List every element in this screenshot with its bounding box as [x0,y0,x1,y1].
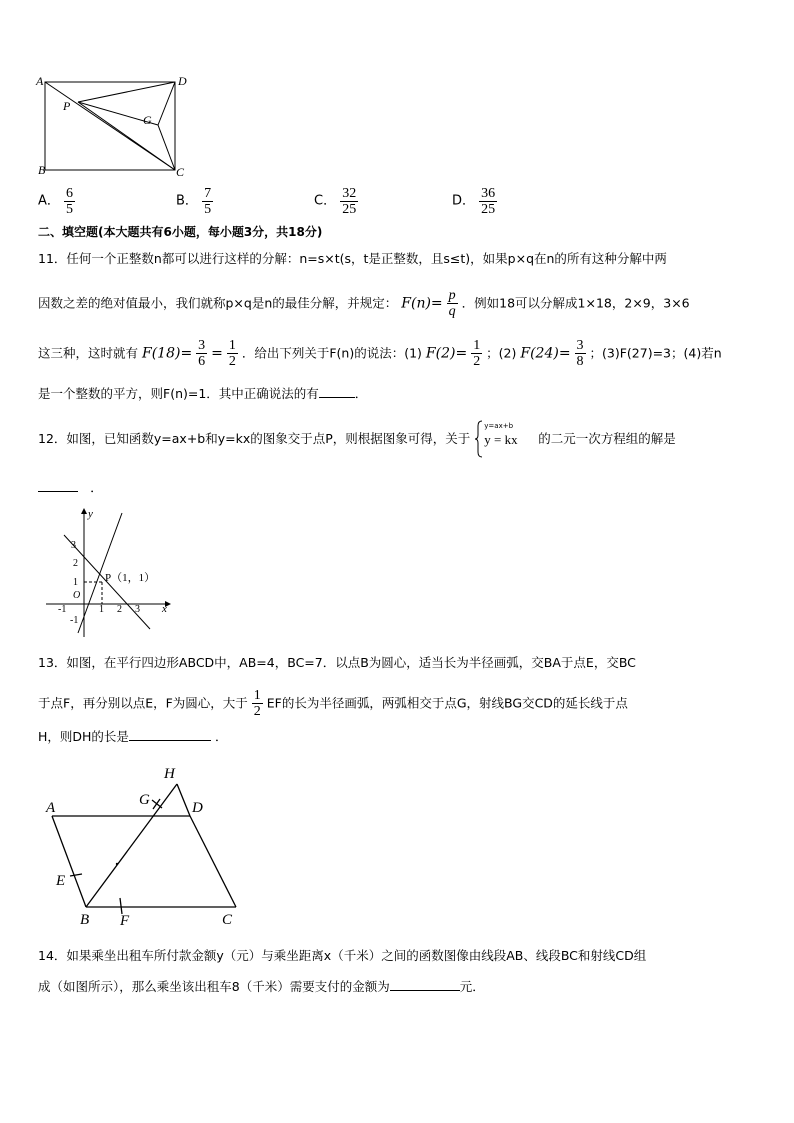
q14-line2 [38,979,485,995]
q13-label-c: C [222,912,233,928]
q11-line3 [38,338,722,374]
graph-origin: O [73,590,81,601]
q13-line3-a: H，则DH的长是 [38,729,129,744]
graph-y-label: y [88,508,93,520]
option-a-num: 6 [66,186,74,201]
option-b-letter: B． [176,193,198,209]
q11-d1: 6 [198,354,206,369]
q13-answer-blank[interactable] [129,740,211,741]
option-c-den: 25 [342,202,357,217]
q11-line4-end: ． [354,386,368,401]
q13-label-e: E [56,873,66,889]
q11-line4 [38,386,367,402]
graph-point-p: P（1，1） [105,572,156,584]
q13-line2-b: EF的长为半径画弧，两弧相交于点G，射线BG交CD的延长线于点 [266,695,628,711]
q14-answer-blank[interactable] [390,990,460,991]
q14-line2-end: 元． [459,979,485,994]
q13-line3 [38,729,227,745]
option-b[interactable] [176,186,213,220]
q11-d4: 8 [576,354,584,369]
q11-d2: 2 [228,354,236,369]
q13-label-d: D [192,800,203,816]
option-c-num: 32 [342,186,357,201]
q11-q: q [448,304,456,319]
q11-p: p [448,288,456,303]
graph-ytick-2: 2 [73,558,78,569]
option-a-den: 5 [66,202,74,217]
option-c-letter: C． [314,193,337,209]
q11-line2-rest: ．例如18可以分解成1×18，2×9，3×6 [461,295,690,311]
q11-eq: = [211,345,223,362]
label-g: G [143,113,152,127]
option-c-fraction [340,186,358,217]
q12-answer-blank[interactable] [38,491,78,492]
option-b-num: 7 [204,186,212,201]
option-a-fraction [64,186,75,217]
q11-frac-3-6 [196,338,207,369]
label-c: C [176,165,185,179]
q13-label-b: B [80,912,90,928]
graph-x-label: x [162,603,167,615]
graph-ytick-neg1: -1 [70,615,79,626]
option-b-den: 5 [204,202,212,217]
q11-line3-b: ．给出下列关于F(n)的说法：(1) [241,345,422,361]
option-c[interactable] [314,186,358,220]
q12-system [474,420,534,458]
q11-n1: 3 [198,338,206,353]
q13-half-fraction [252,688,263,719]
q11-f18: F(18)= [142,345,193,362]
option-d-num: 36 [481,186,496,201]
q11-line1: 11．任何一个正整数n都可以进行这样的分解：n=s×t(s，t是正整数，且s≤t)，如果p×q在n的所有这种分解中两 [38,251,667,266]
brace-icon [474,420,483,458]
q11-line2-text: 因数之差的绝对值最小，我们就称p×q是n的最佳分解，并规定： [38,295,398,311]
label-p: P [63,99,71,113]
q12-eq1: y=ax+b [484,422,514,430]
option-b-fraction [202,186,213,217]
q12-graph [38,503,178,643]
q13-mid-dot [116,863,118,865]
q11-n2: 1 [228,338,236,353]
q11-f2: F(2)= [425,345,468,362]
option-a[interactable] [38,186,75,220]
q12-line1 [38,420,676,460]
q11-f24: F(24)= [520,345,571,362]
q12-line1-a: 12．如图，已知函数y=ax+b和y=kx的图象交于点P，则根据图象可得，关于 [38,431,471,446]
q13-line2 [38,688,628,722]
q13-label-a: A [46,800,56,816]
q11-n3: 1 [473,338,481,353]
q12-line2 [38,481,103,497]
q11-n4: 3 [576,338,584,353]
q11-line2 [38,288,690,322]
option-a-letter: A． [38,193,60,209]
option-d[interactable] [452,186,497,220]
q11-formula-f: F(n)= [401,295,443,312]
option-d-fraction [479,186,497,217]
q13-line1: 13．如图，在平行四边形ABCD中，AB=4，BC=7．以点B为圆心，适当长为半径画弧，交BA于点E，交BC [38,655,636,670]
label-d: D [178,74,187,88]
q11-frac-1-2 [227,338,238,369]
graph-xtick-1: 1 [99,604,104,615]
option-d-den: 25 [481,202,496,217]
q13-half-num: 1 [253,688,261,703]
q13-half-den: 2 [253,704,261,719]
q11-answer-blank[interactable] [319,397,355,398]
q11-frac-f24 [575,338,586,369]
rectangle-figure [30,70,200,180]
q11-frac-f2 [471,338,482,369]
q13-line2-a: 于点F，再分别以点E，F为圆心，大于 [38,695,248,711]
option-d-letter: D． [452,193,476,209]
q14-line2-a: 成（如图所示），那么乘坐该出租车8（千米）需要支付的金额为 [38,979,390,994]
q11-line4-text: 是一个整数的平方，则F(n)=1．其中正确说法的有 [38,386,319,401]
graph-xtick-neg1: -1 [58,604,67,615]
graph-ytick-1: 1 [73,577,78,588]
graph-xtick-3: 3 [135,604,140,615]
q12-line2-end: ． [90,481,104,496]
q13-label-g: G [139,792,150,808]
section-title: 二、填空题(本大题共有6小题，每小题3分，共18分) [38,225,323,239]
q13-label-f: F [120,913,130,929]
q11-line3-f: ；(3)F(27)=3；(4)若n [589,345,722,361]
q11-line3-a: 这三种，这时就有 [38,345,139,361]
q12-eq2: y = kx [484,432,518,447]
q11-line3-d: ；(2) [486,345,517,361]
q14-line1: 14．如果乘坐出租车所付款金额y（元）与乘坐距离x（千米）之间的函数图像由线段AB、线段BC和射线CD组 [38,948,647,963]
q13-label-h: H [164,766,175,782]
label-a: A [36,74,44,88]
q13-figure [40,760,250,930]
q13-line3-end: ． [214,729,228,744]
graph-ytick-3: 3 [71,540,76,551]
graph-xtick-2: 2 [117,604,122,615]
label-b: B [38,163,46,177]
q12-line1-b: 的二元一次方程组的解是 [538,431,676,446]
q11-pq-fraction [447,288,458,319]
q11-d3: 2 [473,354,481,369]
